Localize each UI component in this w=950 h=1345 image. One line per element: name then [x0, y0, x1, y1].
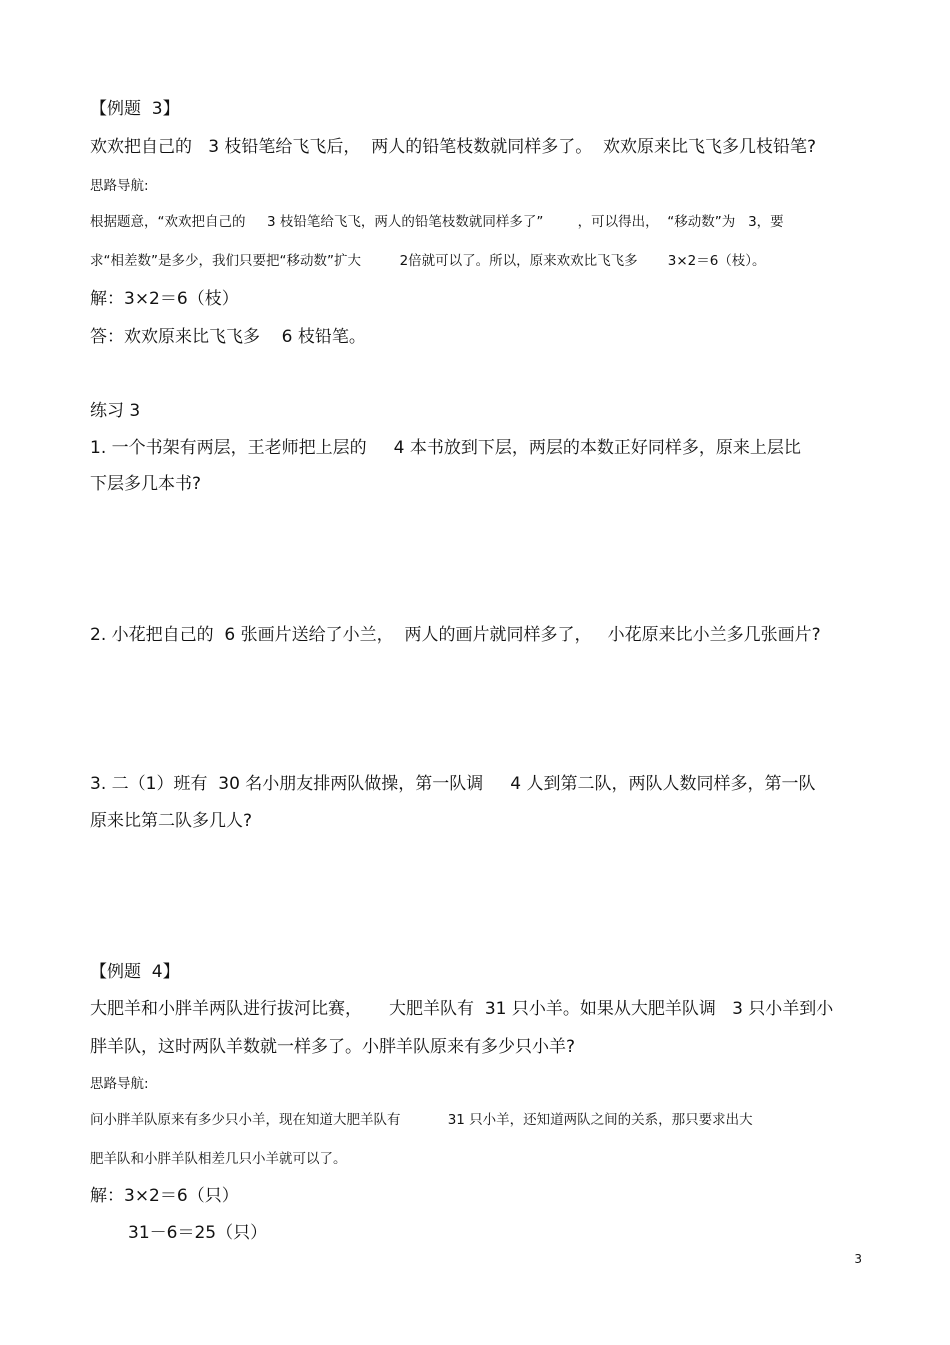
- example-4-guide-line-2: 肥羊队和小胖羊队相差几只小羊就可以了。: [90, 1151, 347, 1167]
- example-3-answer: 答：欢欢原来比飞飞多 6 枝铅笔。: [90, 327, 366, 347]
- example-4-question-line-1: 大肥羊和小胖羊两队进行拔河比赛， 大肥羊队有 31 只小羊。如果从大肥羊队调 3 只小羊到小: [90, 999, 834, 1019]
- example-4-title: 【例题 4】: [90, 962, 180, 982]
- example-3-solution: 解：3×2＝6（枝）: [90, 289, 239, 309]
- practice-3-question-3-line-2: 原来比第二队多几人?: [90, 811, 253, 831]
- example-3-guide-label: 思路导航:: [90, 178, 149, 194]
- example-3-question: 欢欢把自己的 3 枝铅笔给飞飞后， 两人的铅笔枝数就同样多了。 欢欢原来比飞飞多几枝铅笔?: [90, 137, 817, 157]
- practice-3-question-1-line-2: 下层多几本书?: [90, 474, 202, 494]
- example-4-guide-label: 思路导航:: [90, 1076, 149, 1092]
- example-4-solution-line-2: 31－6＝25（只）: [128, 1223, 268, 1243]
- practice-3-question-1-line-1: 1. 一个书架有两层，王老师把上层的 4 本书放到下层，两层的本数正好同样多，原来上层比: [90, 438, 801, 458]
- page-number: 3: [854, 1252, 862, 1266]
- practice-3-title: 练习 3: [90, 401, 141, 421]
- practice-3-question-3-line-1: 3. 二（1）班有 30 名小朋友排两队做操，第一队调 4 人到第二队，两队人数同样多，第一队: [90, 774, 816, 794]
- practice-3-question-2: 2. 小花把自己的 6 张画片送给了小兰， 两人的画片就同样多了， 小花原来比小兰多几张画片?: [90, 625, 821, 645]
- example-3-guide-line-2: 求“相差数”是多少，我们只要把“移动数”扩大 2倍就可以了。所以，原来欢欢比飞飞多 3×2＝6（枝）。: [90, 253, 766, 269]
- example-4-solution-line-1: 解：3×2＝6（只）: [90, 1186, 239, 1206]
- example-4-question-line-2: 胖羊队，这时两队羊数就一样多了。小胖羊队原来有多少只小羊?: [90, 1037, 576, 1057]
- example-3-guide-line-1: 根据题意，“欢欢把自己的 3 枝铅笔给飞飞，两人的铅笔枝数就同样多了” ，可以得出， “移动数”为 3，要: [90, 214, 784, 230]
- example-3-title: 【例题 3】: [90, 99, 180, 119]
- example-4-guide-line-1: 问小胖羊队原来有多少只小羊，现在知道大肥羊队有 31 只小羊，还知道两队之间的关系，那只要求出大: [90, 1112, 753, 1128]
